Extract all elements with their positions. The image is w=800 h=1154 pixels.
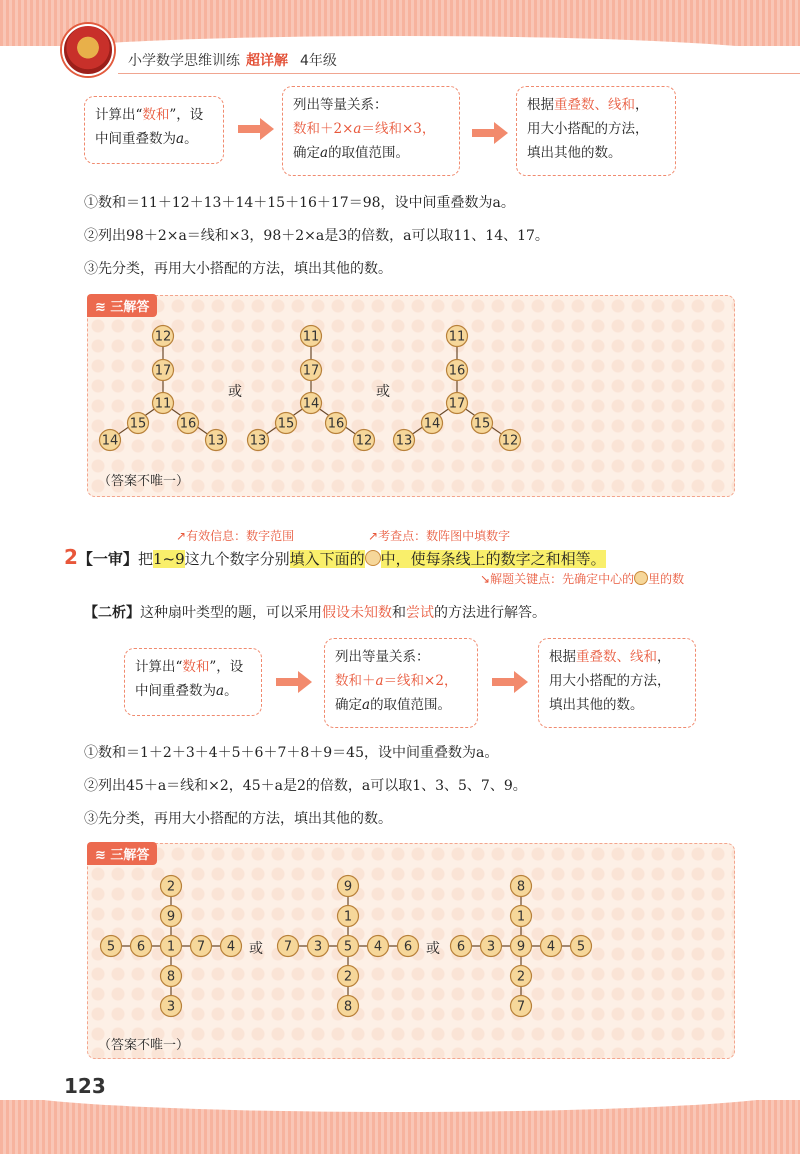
problem-number: 2 [64, 545, 78, 569]
flow1-box2-red: 数和＋2× [293, 121, 354, 137]
number-circle-r1 [541, 936, 562, 957]
flow2-box1 [124, 648, 262, 716]
answer1-tag-label: 三解答 [110, 300, 150, 315]
flow1-box1-var: a [176, 131, 185, 147]
svg-text:15: 15 [129, 416, 147, 432]
number-circle-left1 [422, 413, 443, 434]
book-title-accent: 超详解 [246, 53, 288, 69]
number-circle-c [161, 936, 182, 957]
arrow-right-icon [238, 118, 274, 140]
number-circle-left1 [276, 413, 297, 434]
flow2-box3-text: 填出其他的数。 [549, 697, 644, 713]
svg-text:15: 15 [473, 416, 491, 432]
step1-2: ②列出98＋2×a＝线和×3，98＋2×a是3的倍数，a可以取11、14、17。 [84, 228, 549, 244]
flow2-box3-text: 根据 [549, 649, 576, 665]
number-circle-d2 [161, 996, 182, 1017]
svg-text:7: 7 [196, 939, 206, 955]
flow2-box2-text: 确定 [335, 697, 362, 713]
svg-text:14: 14 [423, 416, 441, 432]
wave-icon: ≋ [95, 848, 111, 863]
svg-text:17: 17 [448, 396, 466, 412]
number-circle-l2 [451, 936, 472, 957]
svg-text:14: 14 [101, 433, 119, 449]
flow1-box1-red: 数和 [142, 107, 170, 123]
svg-text:3: 3 [166, 999, 176, 1015]
svg-text:5: 5 [106, 939, 116, 955]
answer2-or: 或 [249, 941, 263, 957]
arrow-right-icon [472, 122, 508, 144]
number-circle-u2 [161, 876, 182, 897]
answer2-figures [87, 860, 735, 1030]
number-circle-u1 [511, 906, 532, 927]
step1-1: ①数和＝11＋12＋13＋14＋15＋16＋17＝98，设中间重叠数为a。 [84, 195, 515, 211]
number-circle-d1 [511, 966, 532, 987]
flow2-box1-var: a [216, 683, 225, 699]
number-circle-l1 [308, 936, 329, 957]
svg-text:12: 12 [355, 433, 373, 449]
number-circle-d2 [338, 996, 359, 1017]
svg-text:14: 14 [302, 396, 320, 412]
flow1-box3-text: 填出其他的数。 [527, 145, 622, 161]
flow2-box3-red: 重叠数、线和 [576, 649, 657, 665]
svg-text:11: 11 [302, 329, 320, 345]
number-circle-l2 [101, 936, 122, 957]
number-circle-center [153, 393, 174, 414]
book-title-text: 小学数学思维训练 [128, 53, 240, 69]
flow2-box2-var: a [362, 697, 371, 713]
svg-text:13: 13 [395, 433, 413, 449]
svg-text:16: 16 [327, 416, 345, 432]
number-circle-r1 [191, 936, 212, 957]
wave-icon: ≋ [95, 300, 111, 315]
svg-text:13: 13 [249, 433, 267, 449]
book-grade: 4年级 [300, 53, 337, 69]
blank-circle-icon [634, 571, 648, 585]
flow2-box2-text: 的取值范围。 [370, 697, 452, 713]
flow2-box1-text: 中间重叠数为 [135, 683, 216, 699]
step2-2: ②列出45＋a＝线和×2，45＋a是2的倍数，a可以取1、3、5、7、9。 [84, 778, 527, 794]
flow1-box2-text: 确定 [293, 145, 320, 161]
analysis-red: 尝试 [406, 605, 434, 621]
svg-text:6: 6 [456, 939, 466, 955]
flow1-box2-text: 的取值范围。 [328, 145, 410, 161]
number-circle-r2 [571, 936, 592, 957]
page-number: 123 [64, 1074, 106, 1098]
number-circle-l1 [131, 936, 152, 957]
number-circle-upper [447, 360, 468, 381]
answer1-or: 或 [376, 384, 390, 400]
flow2-box1-text: ”，设 [209, 659, 244, 675]
answer2-or: 或 [426, 941, 440, 957]
flow1-box3-red: 重叠数、线和 [554, 97, 635, 113]
flow2-box2-var: a [375, 673, 384, 689]
number-circle-c [338, 936, 359, 957]
annotation-key-text: 解题关键点：先确定中心的 [490, 572, 635, 586]
problem2-tag: 【一审】 [77, 550, 138, 568]
flow1-box2-var: a [353, 121, 362, 137]
svg-text:11: 11 [448, 329, 466, 345]
number-circle-left2 [100, 430, 121, 451]
flow2-box2-red: ＝线和×2， [383, 673, 458, 689]
number-circle-u1 [338, 906, 359, 927]
number-circle-right1 [472, 413, 493, 434]
svg-text:11: 11 [154, 396, 172, 412]
step2-1: ①数和＝1＋2＋3＋4＋5＋6＋7＋8＋9＝45，设中间重叠数为a。 [84, 745, 499, 761]
flow2-box3-text: ， [657, 649, 671, 665]
svg-text:16: 16 [179, 416, 197, 432]
flow1-box1 [84, 96, 224, 164]
annotation-point: ↗考查点：数阵图中填数字 [368, 529, 511, 543]
svg-text:4: 4 [546, 939, 556, 955]
svg-text:5: 5 [343, 939, 353, 955]
number-circle-left2 [394, 430, 415, 451]
problem2-highlight: 中，使每条线上的数字之和相等。 [380, 550, 606, 568]
number-circle-top [301, 326, 322, 347]
number-circle-left1 [128, 413, 149, 434]
number-circle-u2 [338, 876, 359, 897]
svg-text:7: 7 [283, 939, 293, 955]
svg-text:6: 6 [403, 939, 413, 955]
svg-text:16: 16 [448, 363, 466, 379]
flow2-box3 [538, 638, 696, 728]
number-circle-right2 [500, 430, 521, 451]
svg-text:13: 13 [207, 433, 225, 449]
svg-text:6: 6 [136, 939, 146, 955]
analysis-red: 假设未知数 [322, 605, 392, 621]
problem2-highlight: 填入下面的 [289, 550, 365, 568]
number-circle-upper [153, 360, 174, 381]
answer1-note: （答案不唯一） [98, 474, 190, 489]
svg-text:1: 1 [166, 939, 176, 955]
flow1-box3-text: 根据 [527, 97, 554, 113]
svg-text:12: 12 [501, 433, 519, 449]
flow1-box2 [282, 86, 460, 176]
number-circle-right2 [354, 430, 375, 451]
svg-text:7: 7 [516, 999, 526, 1015]
number-circle-d1 [161, 966, 182, 987]
number-circle-r1 [368, 936, 389, 957]
svg-text:3: 3 [313, 939, 323, 955]
analysis-text: 的方法进行解答。 [434, 605, 546, 621]
answer2-note: （答案不唯一） [98, 1038, 190, 1053]
flow1-box1-text: 中间重叠数为 [95, 131, 176, 147]
analysis-text: 这种扇叶类型的题，可以采用 [140, 605, 322, 621]
svg-text:1: 1 [516, 909, 526, 925]
number-circle-center [447, 393, 468, 414]
flow2-box1-red: 数和 [182, 659, 210, 675]
svg-text:8: 8 [166, 969, 176, 985]
annotation-key-text: 里的数 [648, 572, 685, 586]
svg-text:4: 4 [373, 939, 383, 955]
annotation-point-text: 考查点：数阵图中填数字 [378, 529, 511, 543]
number-circle-l1 [481, 936, 502, 957]
number-circle-top [153, 326, 174, 347]
number-circle-r2 [221, 936, 242, 957]
analysis-text: 和 [392, 605, 406, 621]
problem2-highlight: 1~9 [152, 550, 185, 568]
arrow-right-icon [276, 671, 312, 693]
number-circle-u2 [511, 876, 532, 897]
svg-text:2: 2 [343, 969, 353, 985]
number-circle-d2 [511, 996, 532, 1017]
number-circle-c [511, 936, 532, 957]
svg-text:2: 2 [166, 879, 176, 895]
svg-text:4: 4 [226, 939, 236, 955]
svg-text:1: 1 [343, 909, 353, 925]
number-circle-l2 [278, 936, 299, 957]
blank-circle-icon [365, 550, 381, 566]
flow2-box2 [324, 638, 478, 728]
svg-text:9: 9 [516, 939, 526, 955]
svg-text:12: 12 [154, 329, 172, 345]
flow1-box3-text: ， [635, 97, 649, 113]
flow1-box3-text: 用大小搭配的方法， [527, 121, 649, 137]
flow1-box2-red: ＝线和×3， [361, 121, 436, 137]
flow2-box2-red: 数和＋ [335, 673, 376, 689]
problem2-statement [64, 547, 606, 569]
number-circle-top [447, 326, 468, 347]
answer2-tag-label: 三解答 [110, 848, 150, 863]
number-circle-right1 [326, 413, 347, 434]
flow2-box2-text: 列出等量关系： [335, 649, 430, 665]
svg-text:17: 17 [154, 363, 172, 379]
analysis-tag: 【二析】 [84, 605, 140, 621]
svg-text:17: 17 [302, 363, 320, 379]
arrow-right-icon [492, 671, 528, 693]
number-circle-right2 [206, 430, 227, 451]
number-circle-left2 [248, 430, 269, 451]
number-circle-u1 [161, 906, 182, 927]
answer1-or: 或 [228, 384, 242, 400]
step1-3: ③先分类，再用大小搭配的方法，填出其他的数。 [84, 261, 392, 277]
flow1-box2-text: 列出等量关系： [293, 97, 388, 113]
flow1-box1-text: ”，设 [169, 107, 204, 123]
flow1-box3 [516, 86, 676, 176]
answer1-figures [87, 310, 735, 470]
annotation-key: ↘解题关键点：先确定中心的 里的数 [480, 572, 685, 586]
number-circle-d1 [338, 966, 359, 987]
svg-text:8: 8 [516, 879, 526, 895]
analysis [84, 603, 546, 623]
book-logo-icon [62, 24, 114, 76]
annotation-info: ↗有效信息：数字范围 [176, 529, 295, 543]
svg-text:5: 5 [576, 939, 586, 955]
header-divider [118, 73, 800, 74]
problem2-text: 这九个数字分别 [184, 550, 290, 568]
flow2-box3-text: 用大小搭配的方法， [549, 673, 671, 689]
svg-text:9: 9 [343, 879, 353, 895]
step2-3: ③先分类，再用大小搭配的方法，填出其他的数。 [84, 811, 392, 827]
flow2-box1-text: 计算出“ [135, 659, 183, 675]
number-circle-center [301, 393, 322, 414]
svg-text:15: 15 [277, 416, 295, 432]
annotation-info-text: 有效信息：数字范围 [186, 529, 295, 543]
svg-text:3: 3 [486, 939, 496, 955]
svg-text:8: 8 [343, 999, 353, 1015]
svg-text:9: 9 [166, 909, 176, 925]
number-circle-r2 [398, 936, 419, 957]
flow1-box2-var: a [320, 145, 329, 161]
svg-text:2: 2 [516, 969, 526, 985]
problem2-text: 把 [137, 550, 153, 568]
flow2-box1-text: 。 [224, 683, 238, 699]
number-circle-upper [301, 360, 322, 381]
book-title [128, 50, 337, 70]
flow1-box1-text: 。 [184, 131, 198, 147]
flow1-box1-text: 计算出“ [95, 107, 143, 123]
number-circle-right1 [178, 413, 199, 434]
